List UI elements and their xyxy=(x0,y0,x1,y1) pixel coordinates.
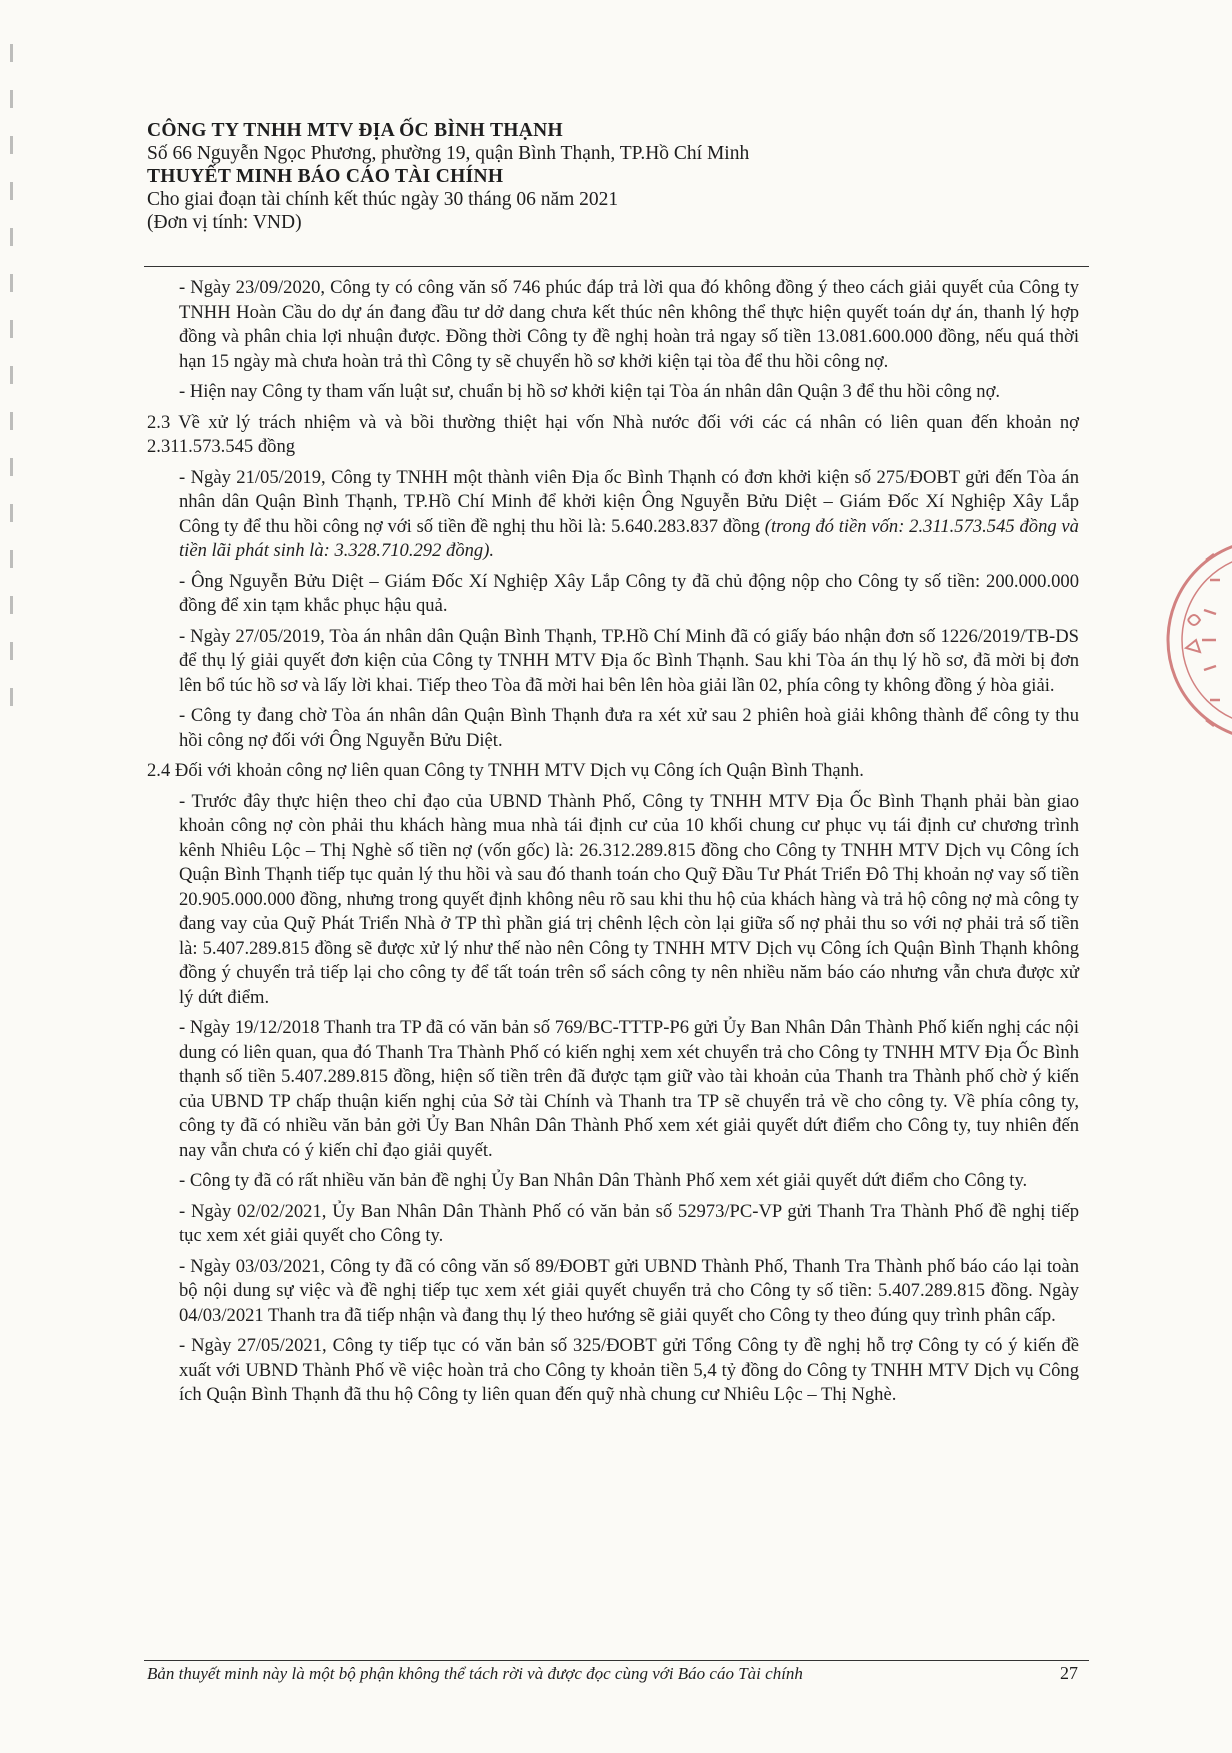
binding-mark xyxy=(10,550,13,568)
binding-mark xyxy=(10,274,13,292)
binding-mark xyxy=(10,366,13,384)
paragraph: - Ngày 27/05/2021, Công ty tiếp tục có văn bản số 325/ĐOBT gửi Tổng Công ty đề nghị hỗ trợ Công ty có ý kiến đề xuất với UBND Thành Phố về việc hoàn trả cho Công ty khoản tiền 5,4 tỷ đồng do Công ty TNHH MTV Dịch vụ Công ích Quận Bình Thạnh đã thu hộ Công ty liên quan đến quỹ nhà chung cư Nhiêu Lộc – Thị Nghè. xyxy=(179,1335,1079,1405)
header-divider xyxy=(144,266,1089,267)
binding-mark xyxy=(10,458,13,476)
paragraph-text: - Ngày 21/05/2019, Công ty TNHH một thành viên Địa ốc Bình Thạnh có đơn khởi kiện số 275/ĐOBT gửi đến Tòa án nhân dân Quận Bình Thạnh, TP.Hồ Chí Minh để khởi kiện Ông Nguyễn Bửu Diệt – Giám Đốc Xí Nghiệp Xây Lắp Công ty để thu hồi công nợ với số tiền đề nghị thu hồi là: 5.640.283.837 đồng xyxy=(179,466,1079,537)
currency-unit: (Đơn vị tính: VND) xyxy=(147,212,302,233)
paragraph: - Ngày 03/03/2021, Công ty đã có công văn số 89/ĐOBT gửi UBND Thành Phố, Thanh Tra Thành phố báo cáo lại toàn bộ nội dung sự việc và đề nghị tiếp tục xem xét giải quyết chuyển trả cho Công ty số tiền: 5.407.289.815 đồng. Ngày 04/03/2021 Thanh tra đã tiếp nhận và đang thụ lý theo hướng sẽ giải quyết cho Công ty theo đúng quy trình phân cấp. xyxy=(179,1255,1079,1326)
paragraph: - Ngày 23/09/2020, Công ty có công văn số 746 phúc đáp trả lời qua đó không đồng ý theo cách giải quyết của Công ty TNHH Hoàn Cầu do dự án đang đầu tư dở dang chưa kết thúc nên không thể thực hiện quyết toán dự án, thanh lý hợp đồng và phân chia lợi nhuận được. Đồng thời Công ty đề nghị hoàn trả ngay số tiền 13.081.600.000 đồng, nếu quá thời hạn 15 ngày mà chưa hoàn trả thì Công ty sẽ chuyển hồ sơ khởi kiện tại tòa để thu hồi công nợ. xyxy=(179,277,1079,372)
binding-mark xyxy=(10,688,13,706)
binding-mark xyxy=(10,136,13,154)
binding-mark xyxy=(10,642,13,660)
seal-graphic xyxy=(1158,520,1232,760)
footer-note: Bản thuyết minh này là một bộ phận không thể tách rời và được đọc cùng với Báo cáo Tài chính xyxy=(147,1664,803,1683)
paragraph-italic-note: (trong đó tiền vốn: 2.311.573.545 đồng và tiền lãi phát sinh là: 3.328.710.292 đồng). xyxy=(179,515,1079,561)
footer-divider xyxy=(144,1660,1089,1661)
page-number: 27 xyxy=(1060,1663,1078,1683)
paragraph: - Ngày 27/05/2019, Tòa án nhân dân Quận Bình Thạnh, TP.Hồ Chí Minh đã có giấy báo nhận đơn số 1226/2019/TB-DS để thụ lý giải quyết đơn kiện của Công ty TNHH MTV Địa ốc Bình Thạnh. Sau khi Tòa án thụ lý hồ sơ, đã mời bị đơn lên bổ túc hồ sơ và lấy lời khai. Tiếp theo Tòa đã mời hai bên lên hòa giải lần 02, phía công ty không đồng ý hòa giải. xyxy=(179,625,1079,696)
binding-mark xyxy=(10,412,13,430)
section-heading-2-3: 2.3 Về xử lý trách nhiệm và và bồi thường thiệt hại vốn Nhà nước đối với các cá nhân có liên quan đến khoản nợ 2.311.573.545 đồng xyxy=(147,411,1079,457)
paragraph: - Trước đây thực hiện theo chỉ đạo của UBND Thành Phố, Công ty TNHH MTV Địa Ốc Bình Thạnh phải bàn giao khoản công nợ còn phải thu khách hàng mua nhà tái định cư của 10 khối chung cư phục vụ tái định cư chương trình kênh Nhiêu Lộc – Thị Nghè số tiền nợ (vốn gốc) là: 26.312.289.815 đồng cho Công ty TNHH MTV Dịch vụ Công ích Quận Bình Thạnh tiếp tục quản lý thu hồi và sau đó thanh toán cho Quỹ Đầu Tư Phát Triển Đô Thị khoản nợ vay số tiền 20.905.000.000 đồng, nhưng trong quyết định không nêu rõ sau khi thu hộ của khách hàng và trả hộ công nợ mà công ty đang vay của Quỹ Phát Triển Nhà ở TP thì phần giá trị chênh lệch còn lại giữa số nợ phải thu so với nợ phải trả số tiền là: 5.407.289.815 đồng sẽ được xử lý như thế nào nên Công ty TNHH MTV Dịch vụ Công ích Quận Bình Thạnh không đồng ý chuyển trả tiếp lại cho công ty để tất toán trên sổ sách công ty nên nhiều năm báo cáo nhưng vẫn chưa được xử lý dứt điểm. xyxy=(179,790,1079,1008)
paragraph: - Ông Nguyễn Bửu Diệt – Giám Đốc Xí Nghiệp Xây Lắp Công ty đã chủ động nộp cho Công ty số tiền: 200.000.000 đồng để xin tạm khắc phục hậu quả. xyxy=(179,570,1079,616)
document-header xyxy=(147,119,1087,234)
binding-mark xyxy=(10,182,13,200)
company-seal-stamp xyxy=(1158,520,1232,760)
paragraph: - Công ty đã có rất nhiều văn bản đề nghị Ủy Ban Nhân Dân Thành Phố xem xét giải quyết dứt điểm cho Công ty. xyxy=(179,1170,1028,1191)
section-heading-2-4: 2.4 Đối với khoản công nợ liên quan Công ty TNHH MTV Dịch vụ Công ích Quận Bình Thạnh. xyxy=(147,760,864,781)
paragraph: - Ngày 02/02/2021, Ủy Ban Nhân Dân Thành Phố có văn bản số 52973/PC-VP gửi Thanh Tra Thành Phố đề nghị tiếp tục xem xét giải quyết cho Công ty. xyxy=(179,1200,1079,1246)
document-title: THUYẾT MINH BÁO CÁO TÀI CHÍNH xyxy=(147,166,504,187)
company-address: Số 66 Nguyễn Ngọc Phương, phường 19, quận Bình Thạnh, TP.Hồ Chí Minh xyxy=(147,143,750,164)
paragraph xyxy=(147,466,1079,564)
document-body xyxy=(147,276,1079,1414)
binding-mark xyxy=(10,596,13,614)
binding-mark xyxy=(10,228,13,246)
paragraph: - Hiện nay Công ty tham vấn luật sư, chuẩn bị hồ sơ khởi kiện tại Tòa án nhân dân Quận 3 để thu hồi công nợ. xyxy=(179,381,1001,402)
paragraph: - Ngày 19/12/2018 Thanh tra TP đã có văn bản số 769/BC-TTTP-P6 gửi Ủy Ban Nhân Dân Thành Phố kiến nghị các nội dung có liên quan, qua đó Thanh Tra Thành Phố có kiến nghị xem xét chuyển trả cho Công ty TNHH MTV Địa Ốc Bình thạnh số tiền 5.407.289.815 đồng, hiện số tiền trên đã được tạm giữ vào tài khoản của Thanh tra Thành phố chờ ý kiến của UBND TP chấp thuận kiến nghị của Sở tài Chính và Thanh tra TP sẽ chuyển trả về cho công ty. Về phía công ty, công ty đã có nhiều văn bản gởi Ủy Ban Nhân Dân Thành Phố xem xét giải quyết dứt điểm cho Công ty, tuy nhiên đến nay vẫn chưa có ý kiến chỉ đạo giải quyết. xyxy=(179,1017,1079,1161)
reporting-period: Cho giai đoạn tài chính kết thúc ngày 30 tháng 06 năm 2021 xyxy=(147,189,619,210)
company-name: CÔNG TY TNHH MTV ĐỊA ỐC BÌNH THẠNH xyxy=(147,120,563,141)
paragraph: - Công ty đang chờ Tòa án nhân dân Quận Bình Thạnh đưa ra xét xử sau 2 phiên hoà giải không thành để công ty thu hồi công nợ đối với Ông Nguyễn Bửu Diệt. xyxy=(179,705,1079,751)
binding-mark xyxy=(10,504,13,522)
binding-mark xyxy=(10,90,13,108)
binding-mark xyxy=(10,44,13,62)
binding-mark xyxy=(10,320,13,338)
